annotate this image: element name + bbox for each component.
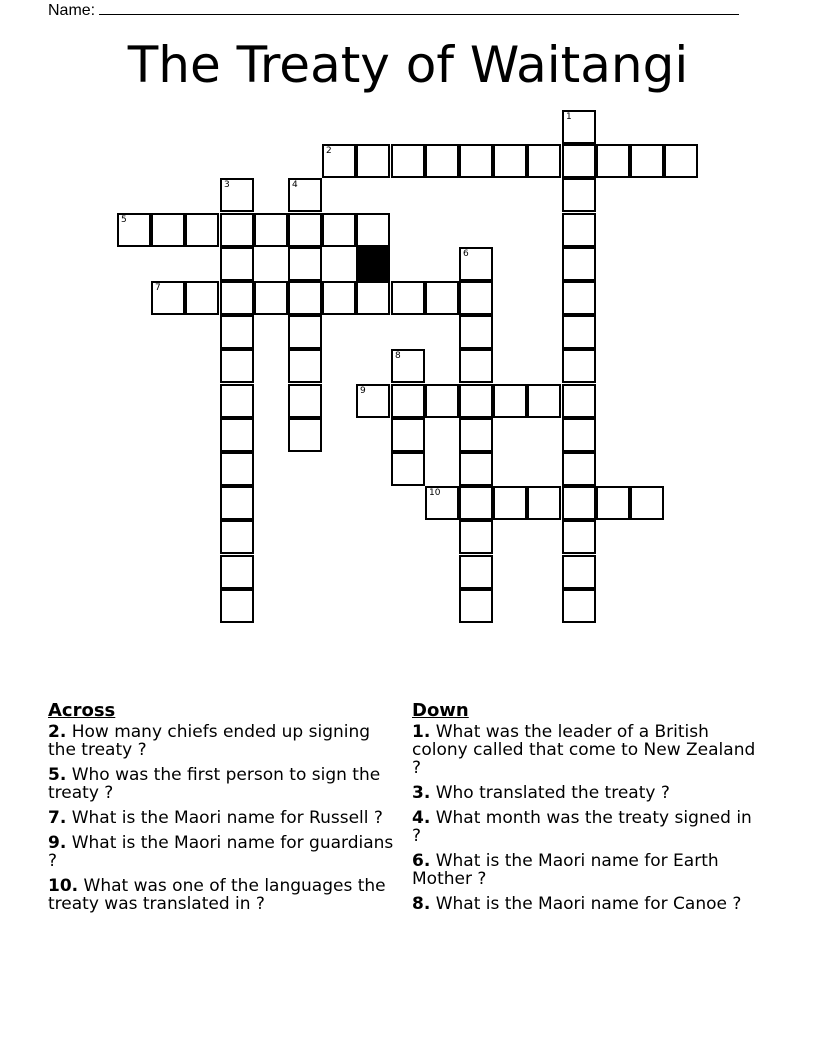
clue-across: 9. What is the Maori name for guardians ? [48, 833, 394, 871]
crossword-cell[interactable] [664, 144, 698, 178]
crossword-cell[interactable] [322, 144, 356, 178]
crossword-cell[interactable] [527, 486, 561, 520]
crossword-cell[interactable] [562, 349, 596, 383]
crossword-cell[interactable] [425, 144, 459, 178]
crossword-cell[interactable] [562, 144, 596, 178]
clue-number: 8 [395, 351, 401, 361]
crossword-cell[interactable] [459, 281, 493, 315]
clue-down: 3. Who translated the treaty ? [412, 783, 670, 803]
clue-across: 5. Who was the first person to sign the treaty ? [48, 765, 381, 803]
crossword-cell[interactable] [459, 144, 493, 178]
down-heading: Down [412, 700, 469, 721]
crossword-cell[interactable] [220, 213, 254, 247]
clue-number: 10 [429, 488, 441, 498]
crossword-cell[interactable] [562, 452, 596, 486]
clue-across: 7. What is the Maori name for Russell ? [48, 808, 383, 828]
crossword-cell[interactable] [527, 384, 561, 418]
crossword-cell[interactable] [288, 349, 322, 383]
clue-number: 3 [224, 180, 230, 190]
crossword-cell[interactable] [322, 213, 356, 247]
crossword-cell[interactable] [220, 452, 254, 486]
down-clues [412, 700, 762, 920]
crossword-cell[interactable] [288, 315, 322, 349]
crossword-cell[interactable] [493, 144, 527, 178]
crossword-cell[interactable] [562, 213, 596, 247]
crossword-cell[interactable] [391, 144, 425, 178]
crossword-cell[interactable] [254, 213, 288, 247]
crossword-cell[interactable] [220, 589, 254, 623]
crossword-cell[interactable] [391, 349, 425, 383]
crossword-cell[interactable] [356, 384, 390, 418]
crossword-cell[interactable] [356, 213, 390, 247]
crossword-cell[interactable] [596, 144, 630, 178]
crossword-cell[interactable] [493, 384, 527, 418]
crossword-cell[interactable] [630, 144, 664, 178]
page-title: The Treaty of Waitangi [127, 36, 689, 94]
crossword-cell[interactable] [562, 589, 596, 623]
crossword-cell[interactable] [562, 281, 596, 315]
crossword-cell[interactable] [288, 178, 322, 212]
crossword-cell[interactable] [322, 281, 356, 315]
crossword-cell[interactable] [459, 555, 493, 589]
across-heading: Across [48, 700, 116, 721]
crossword-cell[interactable] [562, 555, 596, 589]
clue-down: 8. What is the Maori name for Canoe ? [412, 894, 742, 914]
crossword-cell[interactable] [288, 247, 322, 281]
crossword-cell[interactable] [562, 418, 596, 452]
clue-number: 1 [566, 112, 572, 122]
crossword-cell[interactable] [493, 486, 527, 520]
crossword-cell[interactable] [288, 384, 322, 418]
crossword-cell[interactable] [117, 213, 151, 247]
crossword-cell[interactable] [151, 281, 185, 315]
crossword-cell[interactable] [630, 486, 664, 520]
crossword-cell[interactable] [220, 520, 254, 554]
crossword-cell[interactable] [527, 144, 561, 178]
crossword-cell[interactable] [562, 110, 596, 144]
clue-across: 10. What was one of the languages the treaty was translated in ? [48, 876, 386, 914]
name-label: Name: [48, 2, 96, 19]
crossword-cell[interactable] [151, 213, 185, 247]
crossword-cell[interactable] [288, 418, 322, 452]
crossword-cell[interactable] [220, 281, 254, 315]
crossword-cell[interactable] [562, 384, 596, 418]
crossword-cell[interactable] [562, 178, 596, 212]
crossword-cell[interactable] [254, 281, 288, 315]
clue-number: 2 [326, 146, 332, 156]
crossword-cell[interactable] [425, 384, 459, 418]
crossword-cell[interactable] [459, 349, 493, 383]
clue-across: 2. How many chiefs ended up signing the treaty ? [48, 722, 371, 760]
clue-number: 7 [155, 283, 161, 293]
crossword-cell[interactable] [596, 486, 630, 520]
crossword-cell[interactable] [562, 486, 596, 520]
clue-down: 4. What month was the treaty signed in ? [412, 808, 752, 846]
crossword-cell[interactable] [562, 315, 596, 349]
crossword-cell[interactable] [562, 247, 596, 281]
crossword-cell[interactable] [459, 247, 493, 281]
crossword-cell[interactable] [425, 281, 459, 315]
clue-down: 1. What was the leader of a British colony called that come to New Zealand ? [412, 722, 756, 778]
clue-number: 9 [360, 386, 366, 396]
crossword-cell[interactable] [425, 486, 459, 520]
crossword-cell[interactable] [288, 213, 322, 247]
crossword-cell[interactable] [459, 384, 493, 418]
crossword-cell[interactable] [356, 281, 390, 315]
crossword-cell[interactable] [220, 555, 254, 589]
crossword-cell[interactable] [391, 418, 425, 452]
crossword-cell[interactable] [391, 452, 425, 486]
clue-number: 4 [292, 180, 298, 190]
blocked-cell [356, 247, 390, 281]
crossword-cell[interactable] [220, 349, 254, 383]
crossword-cell[interactable] [459, 452, 493, 486]
crossword-cell[interactable] [220, 247, 254, 281]
crossword-cell[interactable] [459, 315, 493, 349]
crossword-cell[interactable] [562, 520, 596, 554]
crossword-cell[interactable] [459, 520, 493, 554]
crossword-cell[interactable] [459, 418, 493, 452]
crossword-cell[interactable] [220, 486, 254, 520]
across-clues [48, 700, 398, 920]
clue-down: 6. What is the Maori name for Earth Mother ? [412, 851, 719, 889]
crossword-cell[interactable] [356, 144, 390, 178]
crossword-cell[interactable] [220, 384, 254, 418]
crossword-cell[interactable] [185, 281, 219, 315]
crossword-cell[interactable] [185, 213, 219, 247]
crossword-cell[interactable] [220, 418, 254, 452]
crossword-cell[interactable] [220, 315, 254, 349]
crossword-cell[interactable] [220, 178, 254, 212]
clue-number: 5 [121, 215, 127, 225]
crossword-cell[interactable] [459, 486, 493, 520]
crossword-cell[interactable] [459, 589, 493, 623]
crossword-cell[interactable] [391, 281, 425, 315]
crossword-cell[interactable] [391, 384, 425, 418]
crossword-cell[interactable] [288, 281, 322, 315]
clue-number: 6 [463, 249, 469, 259]
